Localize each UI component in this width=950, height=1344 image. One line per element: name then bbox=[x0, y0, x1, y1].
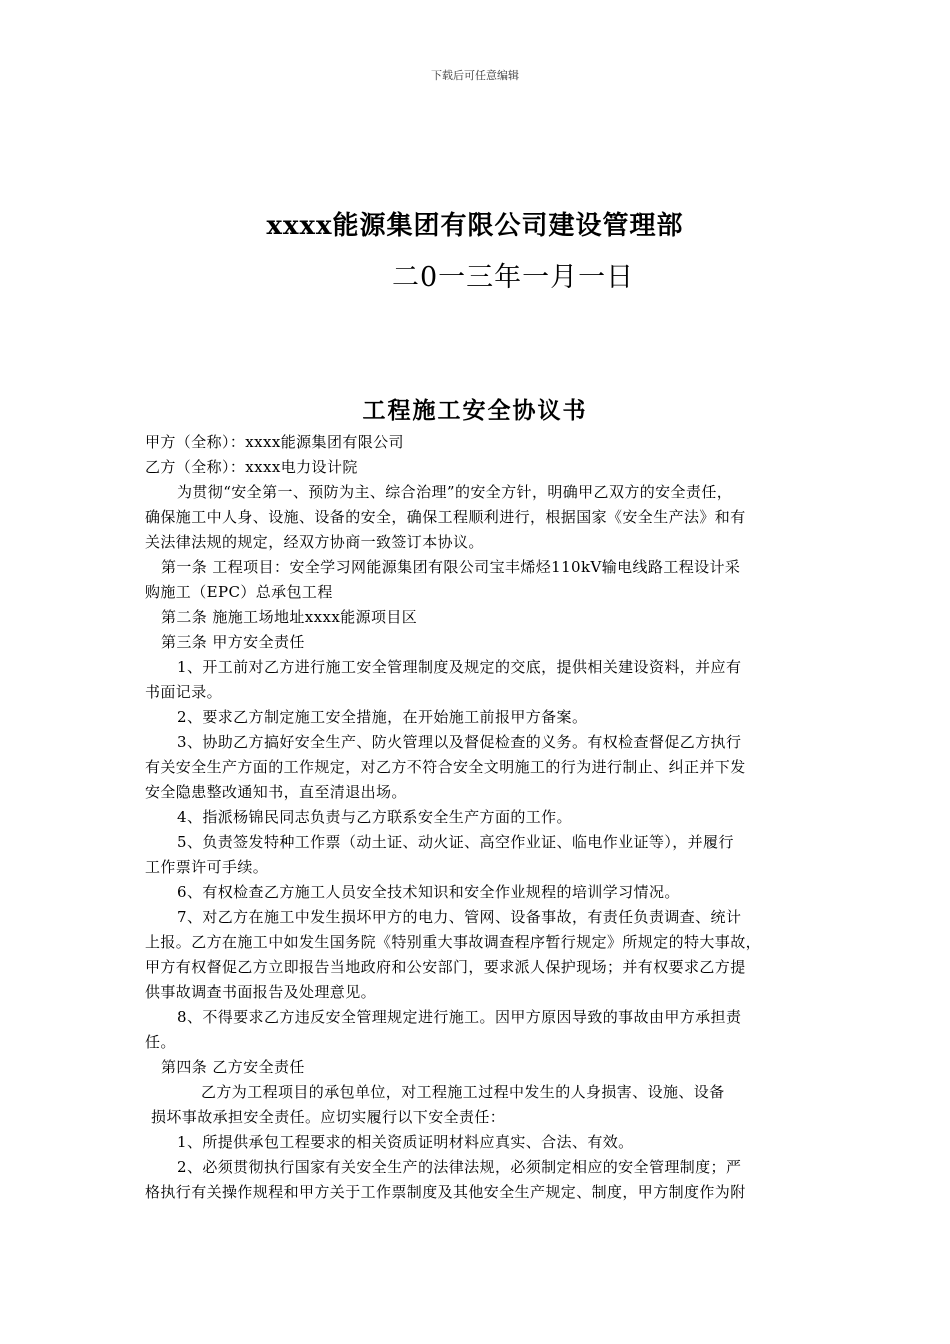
body-line: 2、必须贯彻执行国家有关安全生产的法律法规，必须制定相应的安全管理制度；严 bbox=[177, 1158, 742, 1176]
body-line: 5、负责签发特种工作票（动土证、动火证、高空作业证、临电作业证等），并履行 bbox=[177, 833, 734, 851]
body-line: 2、要求乙方制定施工安全措施，在开始施工前报甲方备案。 bbox=[177, 708, 588, 726]
body-line: 1、所提供承包工程要求的相关资质证明材料应真实、合法、有效。 bbox=[177, 1133, 634, 1151]
body-line: 4、指派杨锦民同志负责与乙方联系安全生产方面的工作。 bbox=[177, 808, 572, 826]
agreement-title: 工程施工安全协议书 bbox=[362, 397, 588, 424]
agreement-body bbox=[145, 430, 805, 1205]
body-line: 确保施工中人身、设施、设备的安全，确保工程顺利进行，根据国家《安全生产法》和有 bbox=[145, 508, 746, 526]
header-note: 下载后可任意编辑 bbox=[431, 69, 519, 82]
body-line: 上报。乙方在施工中如发生国务院《特别重大事故调查程序暂行规定》所规定的特大事故， bbox=[145, 933, 762, 951]
body-line: 8、不得要求乙方违反安全管理规定进行施工。因甲方原因导致的事故由甲方承担责 bbox=[177, 1008, 742, 1026]
body-line: 书面记录。 bbox=[145, 683, 223, 701]
body-line: 第四条 乙方安全责任 bbox=[161, 1058, 305, 1076]
body-line: 购施工（EPC）总承包工程 bbox=[145, 583, 333, 601]
body-line: 关法律法规的规定，经双方协商一致签订本协议。 bbox=[145, 533, 484, 551]
body-line: 供事故调查书面报告及处理意见。 bbox=[145, 983, 377, 1001]
body-line: 第三条 甲方安全责任 bbox=[161, 633, 305, 651]
body-line: 7、对乙方在施工中发生损坏甲方的电力、管网、设备事故，有责任负责调查、统计 bbox=[177, 908, 742, 926]
body-line: 乙方（全称）：xxxx电力设计院 bbox=[145, 458, 358, 476]
body-line: 3、协助乙方搞好安全生产、防火管理以及督促检查的义务。有权检查督促乙方执行 bbox=[177, 733, 742, 751]
company-name: xxxx能源集团有限公司建设管理部 bbox=[266, 211, 684, 241]
body-line: 甲方有权督促乙方立即报告当地政府和公安部门，要求派人保护现场；并有权要求乙方提 bbox=[145, 958, 746, 976]
body-line: 格执行有关操作规程和甲方关于工作票制度及其他安全生产规定、制度，甲方制度作为附 bbox=[145, 1183, 746, 1201]
body-line: 任。 bbox=[145, 1033, 176, 1051]
body-line: 有关安全生产方面的工作规定，对乙方不符合安全文明施工的行为进行制止、纠正并下发 bbox=[145, 758, 746, 776]
body-line: 安全隐患整改通知书，直至清退出场。 bbox=[145, 783, 407, 801]
body-line: 第一条 工程项目：安全学习网能源集团有限公司宝丰烯烃110kV输电线路工程设计采 bbox=[161, 558, 741, 576]
body-line: 1、开工前对乙方进行施工安全管理制度及规定的交底，提供相关建设资料，并应有 bbox=[177, 658, 742, 676]
body-line: 第二条 施施工场地址xxxx能源项目区 bbox=[161, 608, 418, 626]
body-line: 6、有权检查乙方施工人员安全技术知识和安全作业规程的培训学习情况。 bbox=[177, 883, 680, 901]
body-line: 损坏事故承担安全责任。应切实履行以下安全责任： bbox=[151, 1108, 506, 1126]
body-line: 为贯彻“安全第一、预防为主、综合治理”的安全方针，明确甲乙双方的安全责任， bbox=[177, 483, 733, 501]
body-line: 工作票许可手续。 bbox=[145, 858, 269, 876]
document-date: 二0一三年一月一日 bbox=[392, 262, 635, 293]
body-line: 乙方为工程项目的承包单位，对工程施工过程中发生的人身损害、设施、设备 bbox=[201, 1083, 725, 1101]
body-line: 甲方（全称）：xxxx能源集团有限公司 bbox=[145, 433, 404, 451]
